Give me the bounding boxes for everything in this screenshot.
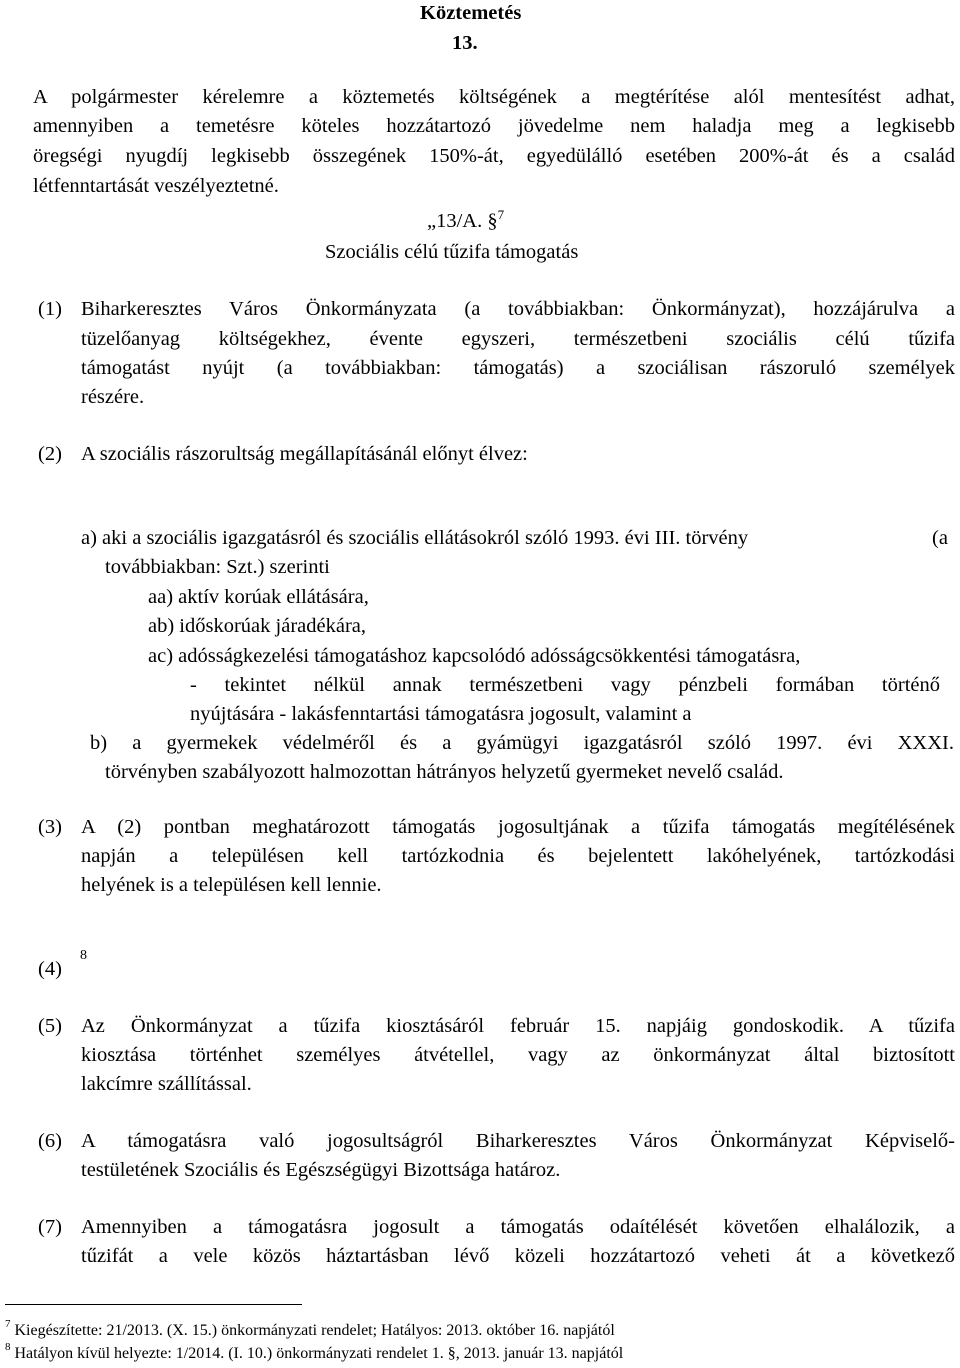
p7-line-1: Amennyiben a támogatásra jogosult a támogatás odaítélését követően elhalálozik, a — [81, 1216, 955, 1238]
sec13-line-3: öregségi nyugdíj legkisebb összegének 150%-át, egyedülálló esetében 200%-át és a család — [33, 145, 955, 167]
p2-ac: ac) adósságkezelési támogatáshoz kapcsolódó adósságcsökkentési támogatásra, — [148, 645, 801, 667]
p2-b-line-2: törvényben szabályozott halmozottan hátrányos helyzetű gyermeket nevelő család. — [105, 761, 784, 783]
p6-label: (6) — [38, 1130, 62, 1152]
p1-line-2: tüzelőanyag költségekhez, évente egyszeri, természetbeni szociális célú tűzifa — [81, 328, 955, 350]
p2-ab: ab) időskorúak járadékára, — [148, 615, 366, 637]
footnote-ref-7[interactable]: 7 — [497, 207, 505, 222]
p5-line-1: Az Önkormányzat a tűzifa kiosztásáról február 15. napjáig gondoskodik. A tűzifa — [81, 1015, 955, 1037]
footnote-8: $^8$ Hatályon kívül helyezte: 1/2014. (I. 10.) önkormányzati rendelet 1. §, 2013. január 13. napjától — [5, 1341, 624, 1362]
p1-line-4: részére. — [81, 386, 145, 408]
p2-a-line-1-end: (a — [932, 527, 948, 549]
p6-line-2: testületének Szociális és Egészségügyi Bizottsága határoz. — [81, 1159, 561, 1181]
p2-aa: aa) aktív korúak ellátására, — [148, 586, 369, 608]
p7-line-2: tűzifát a vele közös háztartásban lévő közeli hozzátartozó veheti át a következő — [81, 1245, 955, 1267]
p3-line-1: A (2) pontban meghatározott támogatás jogosultjának a tűzifa támogatás megítélésének — [81, 816, 955, 838]
p5-line-3: lakcímre szállítással. — [81, 1073, 252, 1095]
section-number: 13. — [452, 32, 478, 54]
p5-label: (5) — [38, 1015, 62, 1037]
p1-line-1: Biharkeresztes Város Önkormányzata (a továbbiakban: Önkormányzat), hozzájárulva a — [81, 298, 955, 320]
p2-a-line-2: továbbiakban: Szt.) szerinti — [105, 556, 330, 578]
p1-line-3: támogatást nyújt (a továbbiakban: támogatás) a szociálisan rászoruló személyek — [81, 357, 955, 379]
p1-label: (1) — [38, 298, 62, 320]
sec13-line-4: létfenntartását veszélyeztetné. — [33, 175, 279, 197]
p3-line-2: napján a településen kell tartózkodnia és bejelentett lakóhelyének, tartózkodási — [81, 845, 955, 867]
p2-a-line-1: a) aki a szociális igazgatásról és szociális ellátásokról szóló 1993. évi III. törvény — [81, 527, 749, 549]
sec13-line-1: A polgármester kérelemre a köztemetés költségének a megtérítése alól mentesítést adhat, — [33, 86, 955, 108]
p3-line-3: helyének is a településen kell lennie. — [81, 874, 382, 896]
sec13a-title: Szociális célú tűzifa támogatás — [325, 241, 579, 263]
sec13-line-2: amennyiben a temetésre köteles hozzátartozó jövedelme nem haladja meg a legkisebb — [33, 115, 955, 137]
p6-line-1: A támogatásra való jogosultságról Biharkeresztes Város Önkormányzat Képviselő- — [81, 1130, 955, 1152]
footnote-7: $^7$ Kiegészítette: 21/2013. (X. 15.) önkormányzati rendelet; Hatályos: 2013. október 16. napjától — [5, 1318, 615, 1339]
p2-text: A szociális rászorultság megállapításánál előnyt élvez: — [81, 443, 528, 465]
p2-b-line-1: b) a gyermekek védelméről és a gyámügyi igazgatásról szóló 1997. évi XXXI. — [90, 732, 954, 754]
p4-label: (4) — [38, 958, 62, 980]
p2-ac-line-2: - tekintet nélkül annak természetbeni vagy pénzbeli formában történő — [190, 674, 940, 696]
footnote-divider — [5, 1304, 302, 1305]
p3-label: (3) — [38, 816, 62, 838]
p7-label: (7) — [38, 1216, 62, 1238]
p2-ac-line-3: nyújtására - lakásfenntartási támogatásra jogosult, valamint a — [190, 703, 692, 725]
p2-label: (2) — [38, 443, 62, 465]
footnote-ref-8[interactable]: 8 — [80, 948, 87, 963]
p5-line-2: kiosztása történhet személyes átvétellel, vagy az önkormányzat által biztosított — [81, 1044, 955, 1066]
chapter-title: Köztemetés — [420, 2, 522, 24]
sec13a-number: „13/A. §$^7$ — [427, 207, 505, 232]
